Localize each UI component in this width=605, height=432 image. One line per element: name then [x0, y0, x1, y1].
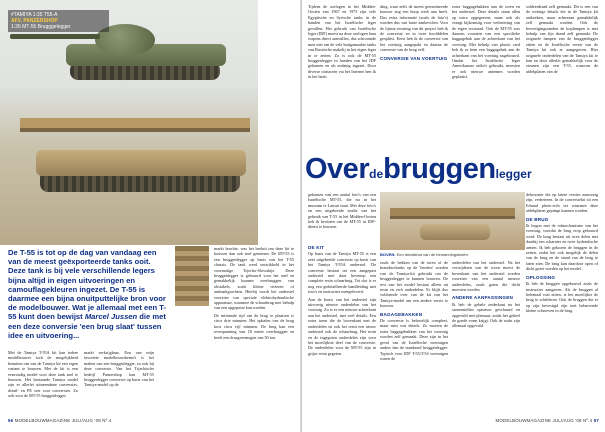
- caption-line-3: 1:35 MT-55 Brugggelegger: [11, 24, 71, 30]
- bridge-deck-shape: [390, 208, 515, 216]
- title-word-bruggen: bruggen: [383, 153, 496, 185]
- left-page-number: 56: [8, 418, 14, 423]
- body-paragraph: soldeerdraad zelf gemaakt. Dit is een van de weinige details die in de Tamiya kit ontbreken, maar achteraan gemakkelijk zelf gemaakt worden. Ook de bevestigingsranden de koplampen is met behulp van fijn draad zelf gemaakt. De originele lampen van de bruggenlegger zitten en de Israëlische versie van de Tamiya kit ook er aangegeven. Hier originele onderdelen van de Tamiya kit te kan en door allerlei gemakkelijk voor de steunen zijn een T-55, waarvan de afdekplaten van de: [526, 4, 598, 74]
- bridge-hull-shape: [420, 224, 490, 240]
- body-paragraph: Op basis van de Tamiya MT-55 is een zeer uitgebreide conversie op basis van het Tamiya T-55A onderstel. De conversie bestaat uit een aangepast onderstel met daar bovenop een complete resin schaarbrug. Tot slot is er nog een gedetailleerde handleiding met foto's en instructies meegeleverd.: [308, 251, 376, 295]
- intro-paragraph: De T-55 is tot op de dag van vandaag een van de meest geëxporteerde tanks ooit. Deze tank is bij vele verschillende legers bijna altijd in eigen uitvoeringen en camouflagekleuren ingezet. De T-55 is daarmee een bijna onuitputtelijke bron voor de modelbouwer.: [8, 248, 166, 313]
- body-paragraph: extra baggagebakken aan de toren en het onderstel. Deze details staan allen op extra opgegraven, maar ook als vraagt bijkomstig voor verbetering van de eigen voorraad. Ook de MT-55 was daarom voorzien van een specifieke baggagebak aan de achterkant van het voertuig. Met behulp van plastic card heb ik er hem een baggagebak aan de achterkant van het voertuig nagebouwd. Omdat het Israëlische leger Amerikaanse radio's gebruikt, moesten er ook nieuwe antennes worden geplaatst.: [452, 4, 520, 80]
- body-paragraph: gekomen van een aantal foto's van een Israëlische MT-55, die nu in het museum te Latrun staat. Met deze foto's en een uitgebreide studie van het gebruik van T-55 in het Midden-Oosten heb ik besloten om de MT-55 in IDF-dienst te bouwen.: [308, 192, 376, 230]
- left-column-1: [8, 350, 78, 414]
- left-page: [0, 0, 302, 432]
- right-column-4: [526, 4, 598, 150]
- right-column-3: [452, 4, 520, 150]
- body-paragraph: dekrooster die op latere versies aanwezig zijn, verbeteren. In de conversiekit zit een Eduard photo-etch set waarmee deze afdekplaten gepimpt kunnen worden.: [526, 192, 598, 214]
- bridge-beam-shape: [390, 216, 515, 219]
- left-issue: JULI/AUG '08 Nº.4: [71, 418, 112, 423]
- body-paragraph: Ik begon met de rolmechanisme van het voertuig, voordat de brug erop gebouwd werd. De brug bestaat uit twee delen met daarbij een scharnier en twee hydraulische armen. Ik heb gekozen de bruggen in de zetten, zodat het ook mogelijk de delen van de brug en de stand van de brug te laten zien. De brug kan daardoor open of dicht gezet worden op het model.: [526, 223, 598, 272]
- body-paragraph: markt brachte, was het besluit om deze kit te bouwen dan ook snel genomen. De MT-55 is een bruggenlegger op basis van het T-55 chassis. De tank werd ontwikkeld in het voormalige Tsjecho-Slowakije. Deze bruggenlegger is gebouwd voor het snel en gemakkelijk kunnen overbruggen van obstakels, zoals kleine rivieren of antitankgrachten. Hierbij wordt het onderstel voorzien van speciale elektrohydraulische apparatuur, waarmee de schaarbrug met behulp van een opgepaste kan worden.: [214, 246, 294, 311]
- tank-gun-shape: [10, 34, 100, 39]
- heading-conversie: CONVERSIE VAN VOERTUIG: [380, 55, 448, 61]
- title-word-de: de: [369, 167, 384, 181]
- body-paragraph: ding, waar zelfs de meest geroutineerde bouwer nog een hoop werk aan heeft. Dus extra informatie (zoals de foto's) worden dus van harte aanbevolen. Voor de fijnste ervaring van dit project heb ik de conversie en in twee hoofddelen gesplitst. Eerst heb ik de conversie van het voertuig aangepakt en daarna de conversie van de brug zelf.: [380, 4, 448, 53]
- right-column-1: [308, 4, 376, 150]
- body-paragraph: markt verkrijgbaar. Een van mijn favoriete modelbouwthema's is het maken van een bruggenlegger, zo ook bij deze conversie. Van het Tsjechische bedrijf Panzershop kan MT-55 bruggenlegger conversie op basis van het Tamiya-model op de: [84, 350, 154, 388]
- heading-andere-aanpassingen: ANDERE AANPASSINGEN: [452, 295, 513, 301]
- figure-caption: [380, 252, 525, 257]
- right-column-5: [308, 192, 376, 240]
- intro-paragraph-2: Wat je allemaal met een T-55 kunt doen bewijst: [8, 303, 166, 322]
- body-paragraph: zoals de hekken van de toren of de brandstoftanks op de 'fenders' worden van de Tamiya-kit gebruikt om de bruggenlegger te kunnen bouwen. De rest van het model bestaat alleen uit resin en etch onderdelen. Er blijft dus voldoende over van de kit van het Tamiya-model om een andere versie te bouwen.: [380, 260, 448, 309]
- intro-paragraph-3: die met een deze conversie 'een brug slaat' tussen idee en uitvoering...: [8, 312, 166, 340]
- figure-caption-text: Een detailshot van de bemanningsleden.: [396, 252, 469, 257]
- bridge-detail-photo: [380, 192, 525, 250]
- body-paragraph: De minimale tijd om de brug te plaatsen is circa drie minuten. Het ophalen van de brug kost circa vijf minuten. De brug kan een overspanning van 18 meter overbruggen en heeft een draagvermogen van 50 ton.: [214, 312, 294, 340]
- heading-oplossing: OPLOSSING: [526, 274, 556, 280]
- right-page: [302, 0, 605, 432]
- left-footer: [8, 418, 112, 423]
- body-paragraph: Aan de bouw van het onderstel zijn uitvoerig nieuwe onderdelen van het voertuig. Zo is er een nieuwe achterkant aan het onderstel, met veel details. Een extra toren die de bovenkant met de onderdelen en ook het resin een nieuw onderstel ook de schaarbrug. Het resin en de ingegoten onderdelen zijn voor het moeilijkste deel van de conversie. De onderdelen voor de MT-55 zijn in grijze resin gegoten.: [308, 296, 376, 356]
- heading-de-brug: DE BRUG: [526, 216, 549, 222]
- title-word-over: Over: [305, 153, 370, 185]
- right-magazine-name: MODELBOUWMAGAZINE: [495, 418, 552, 423]
- heading-bagagebakken: BAGAGEBAKKEN: [380, 311, 423, 317]
- bridge-side-photo: [175, 246, 209, 306]
- bridgelayer-hull-shape: [36, 150, 246, 176]
- right-column-6: [308, 242, 376, 414]
- bridge-deck-shape: [20, 118, 250, 128]
- figure-caption-label: BOVEN:: [380, 252, 396, 257]
- body-paragraph: Met de Tamiya T-55A kit kan iedere modelbouwer toch de mogelijkheid benutten om van de Tamiya kit een eigen variant te bouwen. Met de kit is een eenvoudig model voor deze tank snel te bouwen. Het bestaande Tamiya model zijn er allerlei uitneembare conversies, detail- en PE sets voor conversies. Zo ook voor de MT-55 bruggenlegger.: [8, 350, 78, 399]
- right-issue: JULI/AUG '08 Nº.4: [552, 418, 593, 423]
- main-tank-photo: [0, 0, 258, 245]
- right-column-8: [452, 260, 520, 414]
- title-word-legger: legger: [495, 167, 532, 181]
- intro-author: Marcel Jussen: [84, 312, 138, 322]
- article-title: [305, 153, 600, 189]
- intro-text: [8, 248, 168, 340]
- right-column-9: [526, 192, 598, 414]
- heading-de-kit: DE KIT: [308, 245, 325, 250]
- right-column-2: [380, 4, 448, 150]
- right-page-number: 57: [593, 418, 599, 423]
- left-column-3: [214, 246, 294, 414]
- body-paragraph: Ik heb de bruggen opgebouwd zoals de instructies aangaven. Als de bruggen al helemaal vast zitten, is het moeilijker de brug te schilderen. Ook de bruggen die er op zijn bevestigd zijn met beharrende kleine schroeven in de brug.: [526, 281, 598, 314]
- left-magazine-name: MODELBOUWMAGAZINE: [14, 418, 71, 423]
- caption-line-1: #TAMIYA 1:35 T55-A: [11, 12, 58, 18]
- body-paragraph: Tijdens de oorlogen in het Midden-Oosten van 1967 en 1973 zijn vele Egyptische en Syrische tanks in de handen van het Israëlische leger gevallen. Het gebruik van Israëlische leger (IDF) moest na deze oorlogen haar wapens direct aanvullen, dus schroomde men niet om de vele buitgemaakte tanks van Russische makelij in het eigen leger in te zetten. Zo is ook de MT-55 bruggenlegger in handen van het IDF gekomen en als zodanig ingezet. Door diverse contacten via het Internet ben ik in het bezit: [308, 4, 376, 80]
- body-paragraph: Ik heb de gehele onderkant na het samenstellen opnieuw geschuurd en opgevuld met plamuur, zodat het geheel de goede vorm krijgt. Ook de stuks zijn allemaal opgevuld.: [452, 301, 520, 329]
- body-paragraph: De conversie is behoorlijk compleet, maar mist wat details. Zo moeten de extra baggagebakken van het voertuig worden zelf gemaakt. Deze zijn in het geval van de Israëlische voertuigen anders dan de standaard bruggenlegger. Typisch voor IDF T-55/T-54 voertuigen waren de: [380, 318, 448, 361]
- left-column-2: [84, 350, 154, 414]
- right-column-7: [380, 260, 448, 414]
- bridge-beam-shape: [20, 128, 250, 132]
- right-footer: [495, 418, 599, 423]
- photo-caption: [8, 10, 109, 32]
- body-paragraph: onderdelen van het onderstel. Na het verwijderen van de toren moest de bovenkant van het onderstel worden voorzien van een aantal nieuwe onderdelen, zoals gaten die dicht moesten worden.: [452, 260, 520, 293]
- caption-line-2: AFV, PANZERSHOP: [11, 18, 58, 24]
